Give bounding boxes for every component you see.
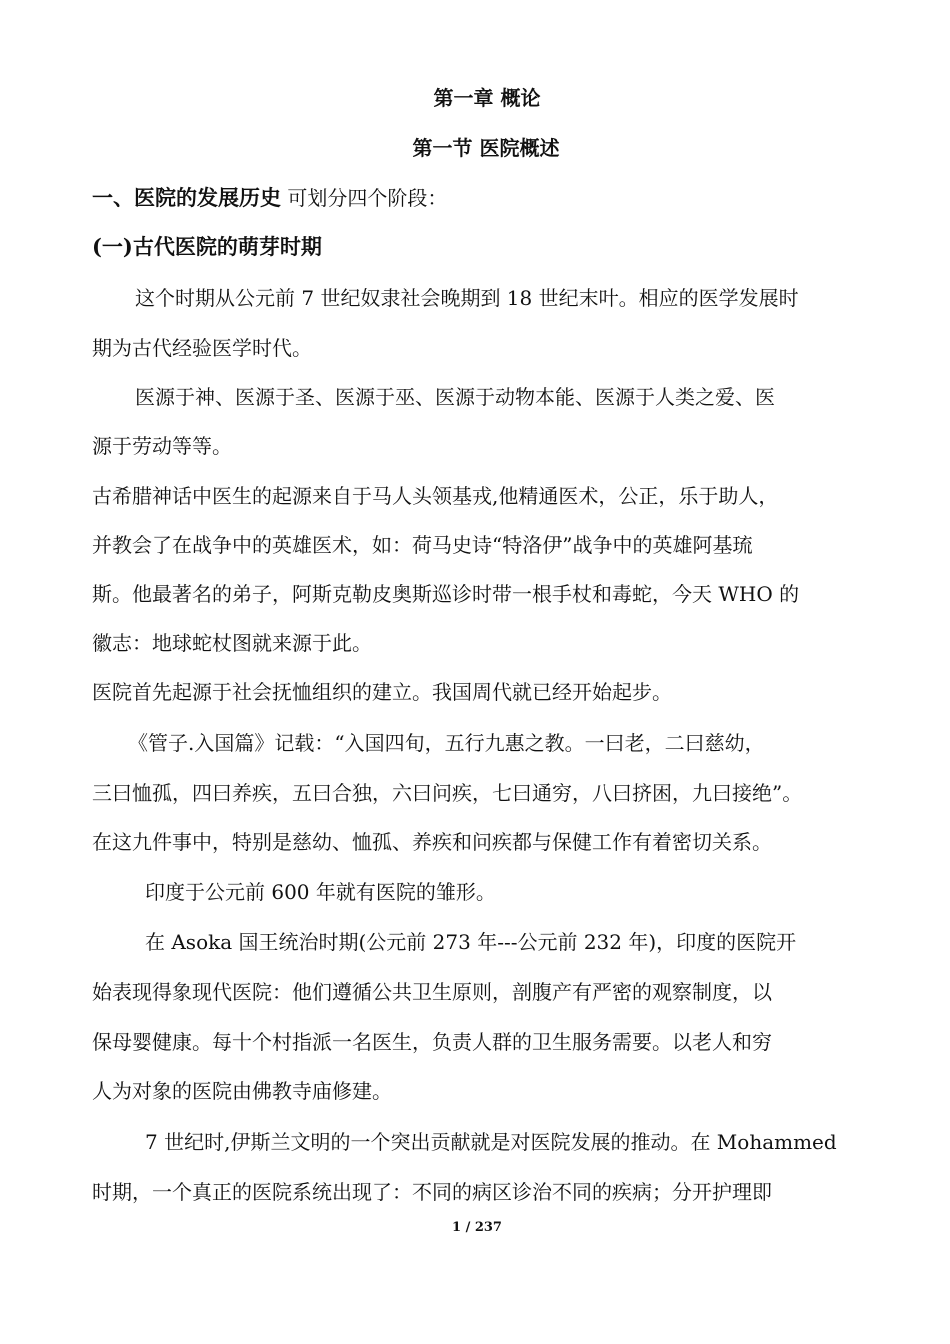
text-line: 三曰恤孤，四曰养疾，五曰合独，六曰问疾，七曰通穷，八曰挤困，九曰接绝”。	[92, 781, 803, 805]
text-line: 期为古代经验医学时代。	[92, 336, 312, 360]
chapter-title: 第一章 概论	[433, 86, 541, 110]
heading-level-1	[92, 186, 862, 210]
text-line: 斯。他最著名的弟子，阿斯克勒皮奥斯巡诊时带一根手杖和毒蛇，今天 WHO 的	[92, 582, 800, 606]
text-line: 这个时期从公元前 7 世纪奴隶社会晚期到 18 世纪末叶。相应的医学发展时	[135, 286, 799, 310]
text-line: 7 世纪时,伊斯兰文明的一个突出贡献就是对医院发展的推动。在 Mohammed	[145, 1130, 837, 1154]
text-line: 人为对象的医院由佛教寺庙修建。	[92, 1079, 392, 1103]
text-line: 源于劳动等等。	[92, 434, 232, 458]
text-line: 古希腊神话中医生的起源来自于马人头领基戎,他精通医术，公正，乐于助人，	[92, 484, 779, 508]
text-line: 徽志：地球蛇杖图就来源于此。	[92, 631, 372, 655]
text-line: 印度于公元前 600 年就有医院的雏形。	[145, 880, 496, 904]
section-title: 第一节 医院概述	[412, 136, 560, 160]
heading-level-1-main: 一、医院的发展历史	[92, 186, 281, 210]
text-line: 在 Asoka 国王统治时期(公元前 273 年---公元前 232 年)，印度的医院开	[145, 930, 797, 954]
text-line: 保母婴健康。每十个村指派一名医生，负责人群的卫生服务需要。以老人和穷	[92, 1030, 772, 1054]
heading-level-2: (一)古代医院的萌芽时期	[92, 235, 322, 259]
text-line: 并教会了在战争中的英雄医术，如：荷马史诗“特洛伊”战争中的英雄阿基琉	[92, 533, 753, 557]
text-line: 在这九件事中，特别是慈幼、恤孤、养疾和问疾都与保健工作有着密切关系。	[92, 830, 772, 854]
text-line: 始表现得象现代医院：他们遵循公共卫生原则，剖腹产有严密的观察制度，以	[92, 980, 772, 1004]
heading-level-1-rest: 可划分四个阶段：	[287, 186, 448, 210]
page-number: 1 / 237	[452, 1220, 502, 1235]
text-line: 医源于神、医源于圣、医源于巫、医源于动物本能、医源于人类之爱、医	[135, 385, 775, 409]
text-line: 医院首先起源于社会抚恤组织的建立。我国周代就已经开始起步。	[92, 680, 672, 704]
text-line: 时期，一个真正的医院系统出现了：不同的病区诊治不同的疾病；分开护理即	[92, 1180, 772, 1204]
text-line: 《管子.入国篇》记载：“入国四旬，五行九惠之教。一曰老，二曰慈幼，	[128, 731, 765, 755]
